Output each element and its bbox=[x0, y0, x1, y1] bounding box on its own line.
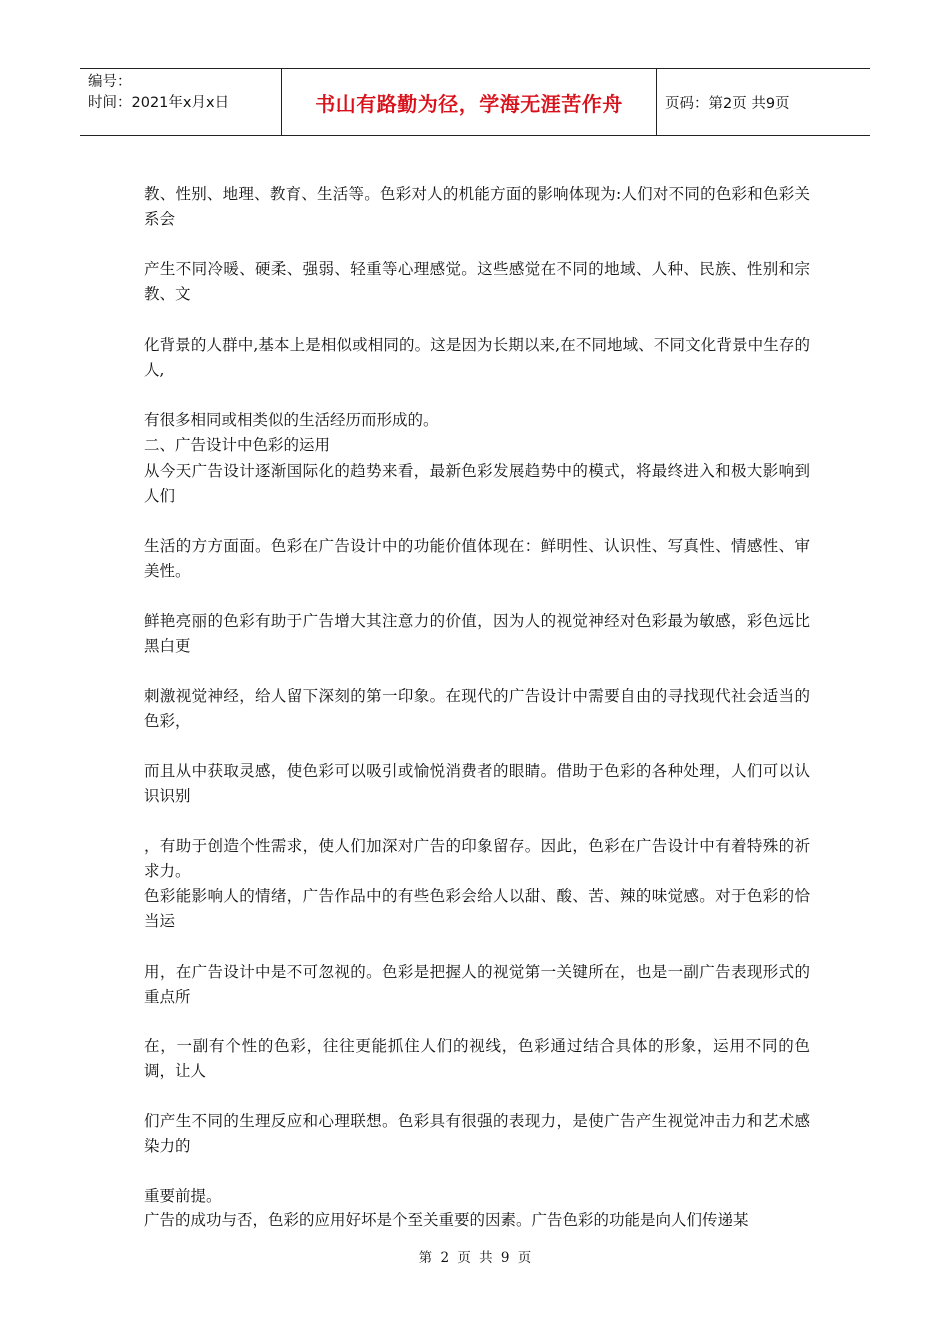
paragraph: 生活的方方面面。色彩在广告设计中的功能价值体现在：鲜明性、认识性、写真性、情感性、审美性。 bbox=[144, 537, 810, 580]
paragraph: 在，一副有个性的色彩，往往更能抓住人们的视线，色彩通过结合具体的形象，运用不同的色调，让人 bbox=[144, 1037, 810, 1080]
serial-label: 编号： bbox=[88, 74, 132, 90]
paragraph: 用，在广告设计中是不可忽视的。色彩是把握人的视觉第一关键所在，也是一副广告表现形式的重点所 bbox=[144, 963, 810, 1006]
paragraph: 而且从中获取灵感，使色彩可以吸引或愉悦消费者的眼睛。借助于色彩的各种处理，人们可以认识识别 bbox=[144, 762, 810, 805]
paragraph: 刺激视觉神经，给人留下深刻的第一印象。在现代的广告设计中需要自由的寻找现代社会适当的色彩， bbox=[144, 687, 810, 730]
page-footer: 第 2 页 共 9 页 bbox=[418, 1250, 532, 1266]
section-heading: 二、广告设计中色彩的运用 bbox=[144, 436, 331, 454]
header-motto: 书山有路勤为径，学海无涯苦作舟 bbox=[282, 69, 657, 135]
paragraph: 重要前提。 bbox=[144, 1187, 222, 1205]
document-header bbox=[80, 68, 870, 136]
paragraph: 教、性别、地理、教育、生活等。色彩对人的机能方面的影响体现为:人们对不同的色彩和色彩关系会 bbox=[144, 185, 810, 228]
paragraph: 们产生不同的生理反应和心理联想。色彩具有很强的表现力，是使广告产生视觉冲击力和艺术感染力的 bbox=[144, 1112, 810, 1155]
header-page-info: 页码：第2页 共9页 bbox=[665, 95, 790, 112]
paragraph: 有很多相同或相类似的生活经历而形成的。 bbox=[144, 411, 439, 429]
paragraph: 从今天广告设计逐渐国际化的趋势来看，最新色彩发展趋势中的模式，将最终进入和极大影响到人们 bbox=[144, 462, 810, 505]
paragraph: 鲜艳亮丽的色彩有助于广告增大其注意力的价值，因为人的视觉神经对色彩最为敏感，彩色远比黑白更 bbox=[144, 612, 810, 655]
paragraph: 广告的成功与否，色彩的应用好坏是个至关重要的因素。广告色彩的功能是向人们传递某 bbox=[144, 1211, 749, 1229]
paragraph: ，有助于创造个性需求，使人们加深对广告的印象留存。因此，色彩在广告设计中有着特殊的祈求力。 bbox=[144, 837, 810, 880]
date-label: 时间：2021年x月x日 bbox=[88, 95, 230, 111]
header-meta bbox=[80, 69, 282, 135]
paragraph: 产生不同冷暖、硬柔、强弱、轻重等心理感觉。这些感觉在不同的地域、人种、民族、性别和宗教、文 bbox=[144, 260, 810, 303]
paragraph: 色彩能影响人的情绪，广告作品中的有些色彩会给人以甜、酸、苦、辣的味觉感。对于色彩的恰当运 bbox=[144, 887, 810, 930]
paragraph: 化背景的人群中,基本上是相似或相同的。这是因为长期以来,在不同地域、不同文化背景中生存的人, bbox=[144, 336, 810, 379]
